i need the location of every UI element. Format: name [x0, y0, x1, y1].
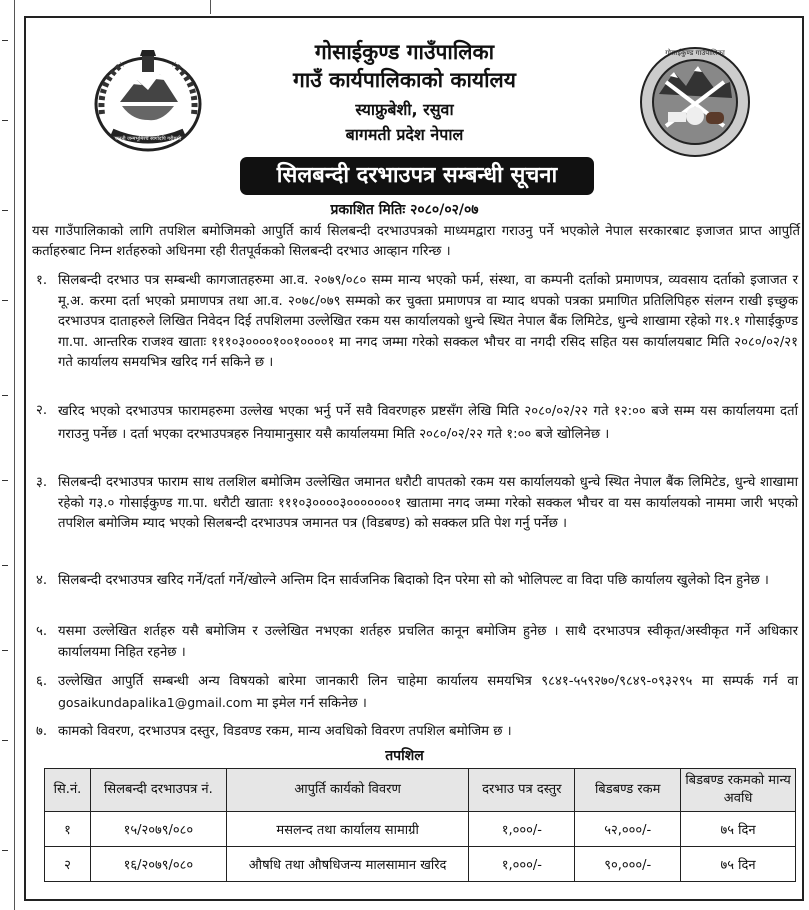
cell-fee: १,०००/- — [469, 847, 575, 882]
cell-validity: ७५ दिन — [681, 847, 796, 882]
published-date: प्रकाशित मितिः २०८०/०२/०७ — [330, 202, 479, 218]
cell-tender-no: १६/२०७९/०८० — [90, 847, 226, 882]
municipality-name: गोसाईकुण्ड गाउँपालिका — [314, 40, 495, 64]
office-name: गाउँ कार्यपालिकाको कार्यालय — [293, 68, 516, 92]
header-bid-bond: बिडबण्ड रकम — [575, 769, 681, 812]
cell-tender-no: १५/२०७९/०८० — [90, 812, 226, 847]
item-7-text: कामको विवरण, दरभाउपत्र दस्तुर, विडवण्ड रकम, मान्य अवधिको विवरण तपशिल बमोजिम छ । — [58, 724, 512, 739]
province-name: बागमती प्रदेश नेपाल — [345, 125, 464, 144]
contact-email: gosaikundapalika1@gmail.com — [58, 694, 253, 710]
cell-fee: १,०००/- — [469, 812, 575, 847]
table-header-row — [45, 769, 796, 812]
item-2-text: खरिद भएको दरभाउपत्र फारामहरुमा उल्लेख भएका भर्नु पर्ने सवै विवरणहरु प्रष्टसँग लेखि मिति २०८०/०२/२२ गते १२:०० बजे सम्म यस कार्यालयमा दर्ता गराउनु पर्नेछ । दर्ता भएका दरभाउपत्रहरु नियामानुसार यसै कार्यालयमा मिति २०८०/०२/२२ गते १:०० बजे खोलिनेछ । — [58, 404, 798, 442]
table-row — [45, 847, 796, 882]
item-6-text — [58, 672, 798, 714]
item-5-number: ५. — [36, 624, 48, 639]
item-7-number: ७. — [36, 724, 48, 739]
cell-sn: १ — [45, 812, 91, 847]
cell-bid-bond: ९०,०००/- — [575, 847, 681, 882]
item-1-text: सिलबन्दी दरभाउ पत्र सम्बन्धी कागजातहरुमा आ.व. २०७९/०८० सम्म मान्य भएको फर्म, संस्था, वा कम्पनी दर्ताको प्रमाणपत्र, व्यवसाय दर्ताको इजाजत र मू.अ. करमा दर्ता भएको प्रमाणपत्र तथा आ.व. २०७८/०७९ सम्मको कर चुक्ता प्रमाणपत्र वा म्याद थपको पत्रका प्रमाणित प्रतिलिपिहरु संलग्न राखी इच्छुक दरभाउपत्र दाताहरुले लिखित निवेदन दिई तपशिलमा उल्लेखित रकम यस कार्यालयको धुन्चे स्थित नेपाल बैंक लिमिटेड, धुन्चे शाखामा रहेको ग१.१ गोसाईकुण्ड गा.पा. आन्तरिक राजश्व खाताः १११०३००००१००१००००१ मा नगद जम्मा गरेको सक्कल भौचर वा नगदी रसिद सहित यस कार्यालयबाट मिति २०८०/०२/२१ गते कार्यालय समयभित्र खरिद गर्न सकिने छ । — [58, 273, 798, 370]
cell-description: मसलन्द तथा कार्यालय सामाग्री — [226, 812, 469, 847]
office-address: स्याफ्रुबेशी, रसुवा — [355, 100, 454, 119]
item-6-number: ६. — [36, 674, 48, 689]
header-sn: सि.नं. — [45, 769, 91, 812]
item-3-number: ३. — [36, 475, 48, 490]
item-4-number: ४. — [36, 573, 48, 588]
header-fee: दरभाउ पत्र दस्तुर — [469, 769, 575, 812]
cell-bid-bond: ५२,०००/- — [575, 812, 681, 847]
header-description: आपुर्ति कार्यको विवरण — [226, 769, 469, 812]
cell-description: औषधि तथा औषधिजन्य मालसामान खरिद — [226, 847, 469, 882]
item-6-text-after: मा इमेल गर्न सकिनेछ । — [256, 695, 367, 711]
table-caption: तपशिल — [385, 748, 424, 764]
logo-text: गोसाईकुण्ड गाउँपालिका — [665, 49, 725, 57]
table-row — [45, 812, 796, 847]
item-2-number: २. — [36, 403, 48, 418]
item-4-text: सिलबन्दी दरभाउपत्र खरिद गर्ने/दर्ता गर्ने/खोल्ने अन्तिम दिन सार्वजनिक बिदाको दिन परेमा सो को भोलिपल्ट वा विदा पछि कार्यालय खुलेको दिन हुनेछ । — [58, 573, 769, 588]
item-1-number: १. — [36, 273, 48, 288]
header-tender-no: सिलबन्दी दरभाउपत्र नं. — [90, 769, 226, 812]
tender-table — [44, 768, 796, 882]
item-5-text: यसमा उल्लेखित शर्तहरु यसै बमोजिम र उल्लेखित नभएका शर्तहरु प्रचलित कानून बमोजिम हुनेछ । साथै दरभाउपत्र स्वीकृत/अस्वीकृत गर्ने अधिकार कार्यालयमा निहित रहनेछ । — [58, 624, 798, 660]
cell-validity: ७५ दिन — [681, 812, 796, 847]
intro-paragraph: यस गाउँपालिकाको लागि तपशिल बमोजिमको आपुर्ति कार्य सिलबन्दी दरभाउपत्रको माध्यमद्वारा गराउनु पर्ने भएकोले नेपाल सरकारबाट इजाजत प्राप्त आपुर्ति कर्ताहरुबाट निम्न शर्तहरुको अधिनमा रही रीतपूर्वकको सिलबन्दी दरभाउ आव्हान गरिन्छ । — [32, 224, 800, 259]
notice-title: सिलबन्दी दरभाउपत्र सम्बन्धी सूचना — [240, 157, 594, 195]
item-6-text-before: उल्लेखित आपुर्ति सम्बन्धी अन्य विषयको बारेमा जानकारी लिन चाहेमा कार्यालय समयभित्र ९८४१-५५९२७०/९८४९-०९३२९५ मा सम्पर्क गर्न वा — [58, 674, 798, 689]
header-validity: बिडबण्ड रकमको मान्य अवधि — [681, 769, 796, 812]
svg-text:जननी जन्मभूमिश्च स्वर्गादपि गर: जननी जन्मभूमिश्च स्वर्गादपि गरीयसी — [114, 136, 182, 142]
cell-sn: २ — [45, 847, 91, 882]
top-divider — [210, 0, 211, 14]
item-3-text: सिलबन्दी दरभाउपत्र फाराम साथ तलशिल बमोजिम उल्लेखित जमानत धरौटी वापतको रकम यस कार्यालयको धुन्चे स्थित नेपाल बैंक लिमिटेड, धुन्चे शाखामा रहेको ग३.० गोसाईकुण्ड गा.पा. धरौटी खाताः १११०३००००३०००००००१ खातामा नगद जम्मा गरेको सक्कल भौचर वा यस कार्यालयको नाममा जारी भएको तपशिल बमोजिम म्याद भएको सिलबन्दी दरभाउपत्र जमानत पत्र (विडबण्ड) को सक्कल प्रति पेश गर्नु पर्नेछ । — [58, 475, 798, 531]
